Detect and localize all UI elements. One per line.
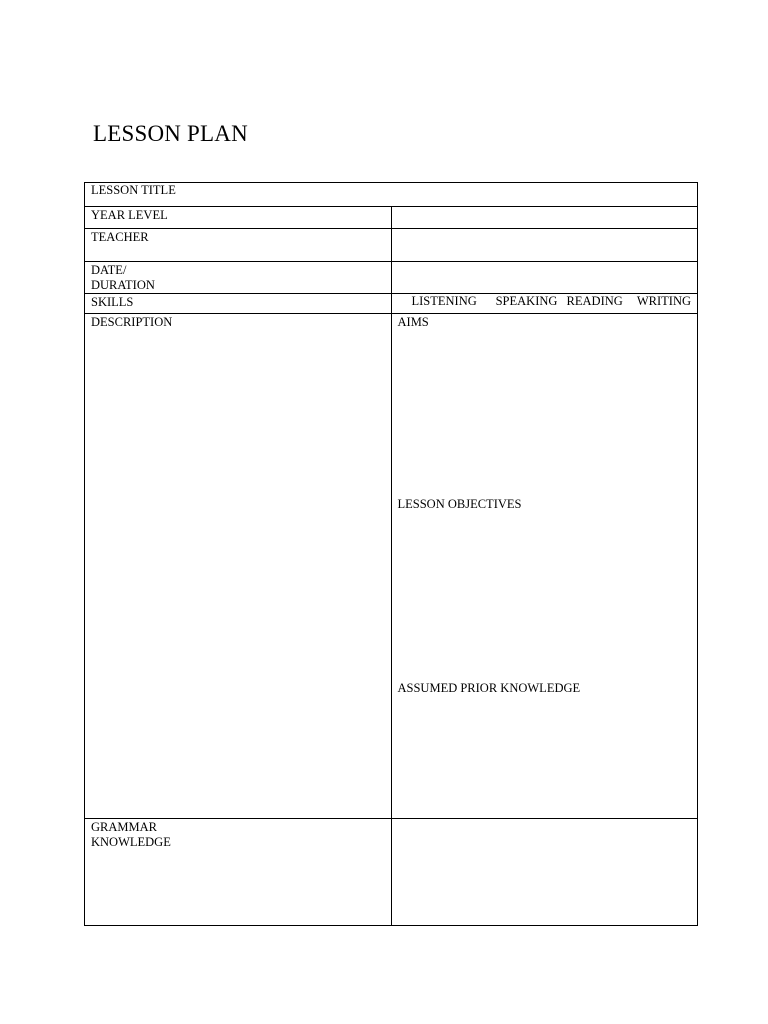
- grammar-knowledge-label: [85, 819, 392, 926]
- skill-writing[interactable]: WRITING: [636, 294, 691, 308]
- page-title: LESSON PLAN: [93, 121, 248, 146]
- description-field[interactable]: [391, 314, 698, 819]
- description-sections: [398, 314, 692, 818]
- date-duration-field[interactable]: [391, 262, 698, 294]
- table-row: [85, 183, 698, 207]
- grammar-label-line2: KNOWLEDGE: [91, 835, 171, 849]
- date-duration-label: [85, 262, 392, 294]
- table-row: [85, 262, 698, 294]
- skills-cell: [391, 294, 698, 314]
- grammar-label-line1: GRAMMAR: [91, 820, 157, 834]
- teacher-field[interactable]: [391, 229, 698, 262]
- year-level-field[interactable]: [391, 207, 698, 229]
- table-row: [85, 819, 698, 926]
- grammar-knowledge-field[interactable]: [391, 819, 698, 926]
- skill-listening[interactable]: LISTENING: [411, 294, 477, 308]
- date-label-line1: DATE/: [91, 263, 127, 277]
- description-label: DESCRIPTION: [85, 314, 392, 819]
- date-label-line2: DURATION: [91, 278, 155, 292]
- aims-heading: AIMS: [397, 315, 429, 329]
- teacher-label: TEACHER: [85, 229, 392, 262]
- skills-list: [398, 294, 692, 309]
- table-row: [85, 314, 698, 819]
- assumed-prior-knowledge-heading: ASSUMED PRIOR KNOWLEDGE: [397, 681, 581, 695]
- lesson-title-label: LESSON TITLE: [85, 183, 698, 207]
- table-row: [85, 207, 698, 229]
- lesson-objectives-heading: LESSON OBJECTIVES: [397, 497, 522, 511]
- skill-speaking[interactable]: SPEAKING: [495, 294, 558, 308]
- skill-reading[interactable]: READING: [566, 294, 623, 308]
- lesson-plan-table: [84, 182, 698, 926]
- year-level-label: YEAR LEVEL: [85, 207, 392, 229]
- table-row: [85, 294, 698, 314]
- table-row: [85, 229, 698, 262]
- skills-label: SKILLS: [85, 294, 392, 314]
